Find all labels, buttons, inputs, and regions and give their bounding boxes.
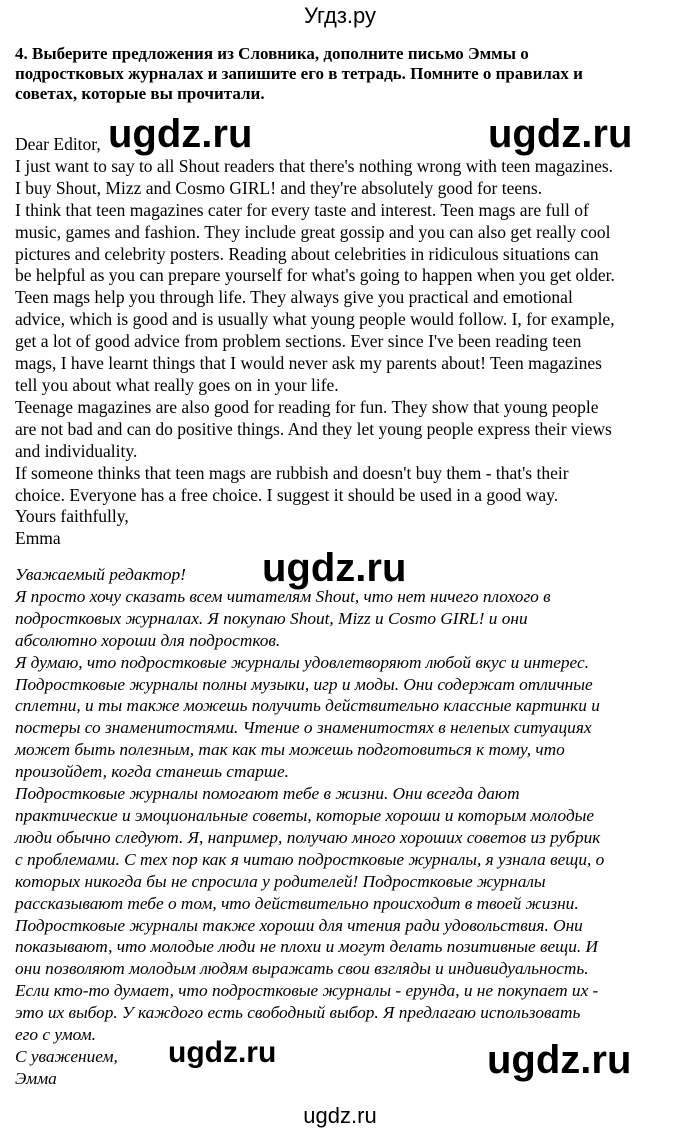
russian-translation: [15, 564, 675, 1090]
letter-line: tell you about what really goes on in your life.: [15, 374, 339, 395]
translation-line: Уважаемый редактор!: [15, 565, 186, 584]
letter-line: Dear Editor,: [15, 134, 101, 154]
translation-line: его с умом.: [15, 1025, 96, 1045]
letter-line: are not bad and can do positive things. And they let young people express their views: [15, 418, 612, 439]
translation-line: сплетни, и ты также можешь получить действительно классные картинки и: [15, 696, 600, 716]
letter-line: be helpful as you can prepare yourself for what's going to happen when you get older.: [15, 265, 615, 286]
translation-line: может быть полезным, так как ты можешь подготовиться к тому, что: [15, 740, 565, 760]
watermark: ugdz.ru: [488, 112, 633, 156]
watermark: ugdz.ru: [262, 546, 407, 590]
task-line: подростковых журналах и запишите его в тетрадь. Помните о правилах и: [15, 64, 583, 83]
task-line: советах, которые вы прочитали.: [15, 84, 265, 103]
letter-line: get a lot of good advice from problem sections. Ever since I've been reading teen: [15, 331, 582, 352]
letter-line: I think that teen magazines cater for every taste and interest. Teen mags are full of: [15, 199, 589, 220]
translation-line: произойдет, когда станешь старше.: [15, 762, 289, 782]
letter-line: I just want to say to all Shout readers that there's nothing wrong with teen magazines.: [15, 155, 614, 176]
translation-line: Эмма: [15, 1068, 57, 1088]
letter-line: Teenage magazines are also good for reading for fun. They show that young people: [15, 396, 599, 417]
translation-line: Я думаю, что подростковые журналы удовлетворяют любой вкус и интерес.: [15, 652, 589, 672]
site-header: Угдз.ру: [303, 3, 377, 28]
letter-line: Emma: [15, 528, 61, 549]
letter-line: If someone thinks that teen mags are rubbish and doesn't buy them - that's their: [15, 462, 569, 483]
task-line: 4. Выберите предложения из Словника, дополните письмо Эммы о: [15, 44, 529, 63]
english-letter: [15, 134, 675, 550]
watermark: ugdz.ru: [108, 112, 253, 156]
translation-line: постеры со знаменитостями. Чтение о знаменитостях в нелепых ситуациях: [15, 718, 592, 738]
translation-line: Подростковые журналы полны музыки, игр и моды. Они содержат отличные: [15, 674, 593, 694]
letter-line: and individuality.: [15, 440, 138, 461]
letter-line: I buy Shout, Mizz and Cosmo GIRL! and they're absolutely good for teens.: [15, 177, 543, 198]
letter-line: Teen mags help you through life. They always give you practical and emotional: [15, 287, 573, 308]
translation-line: с проблемами. С тех пор как я читаю подростковые журналы, я узнала вещи, о: [15, 849, 605, 869]
translation-line: это их выбор. У каждого есть свободный выбор. Я предлагаю использовать: [15, 1003, 581, 1023]
translation-line: люди обычно следуют. Я, например, получаю много хороших советов из рубрик: [15, 827, 601, 847]
site-footer: ugdz.ru: [303, 1103, 377, 1128]
translation-line: практические и эмоциональные советы, которые хороши и которым молодые: [15, 805, 595, 825]
translation-line: показывают, что молодые люди не плохи и могут делать позитивные вещи. И: [15, 937, 598, 957]
watermark: ugdz.ru: [168, 1036, 277, 1069]
task-instruction: [15, 44, 665, 104]
watermark: ugdz.ru: [487, 1038, 632, 1082]
letter-line: music, games and fashion. They include great gossip and you can also get really cool: [15, 221, 611, 242]
translation-line: Подростковые журналы также хороши для чтения ради удовольствия. Они: [15, 915, 583, 935]
translation-line: С уважением,: [15, 1046, 118, 1066]
translation-line: абсолютно хороши для подростков.: [15, 630, 281, 650]
translation-line: Если кто-то думает, что подростковые журналы - ерунда, и не покупает их -: [15, 981, 599, 1001]
translation-line: Подростковые журналы помогают тебе в жизни. Они всегда дают: [15, 784, 520, 804]
translation-line: подростковых журналах. Я покупаю Shout, Mizz и Cosmo GIRL! и они: [15, 608, 528, 628]
letter-line: advice, which is good and is usually what young people would follow. I, for example,: [15, 309, 615, 330]
translation-line: рассказывают тебе о том, что действительно происходит в твоей жизни.: [15, 893, 579, 913]
letter-line: Yours faithfully,: [15, 506, 129, 527]
translation-line: которых никогда бы не спросила у родителей! Подростковые журналы: [15, 871, 546, 891]
letter-line: choice. Everyone has a free choice. I suggest it should be used in a good way.: [15, 484, 559, 505]
letter-line: pictures and celebrity posters. Reading about celebrities in ridiculous situations can: [15, 243, 599, 264]
translation-line: они позволяют молодым людям выражать свои взгляды и индивидуальность.: [15, 959, 589, 979]
letter-line: mags, I have learnt things that I would never ask my parents about! Teen magazines: [15, 353, 602, 374]
translation-line: Я просто хочу сказать всем читателям Shout, что нет ничего плохого в: [15, 586, 551, 606]
